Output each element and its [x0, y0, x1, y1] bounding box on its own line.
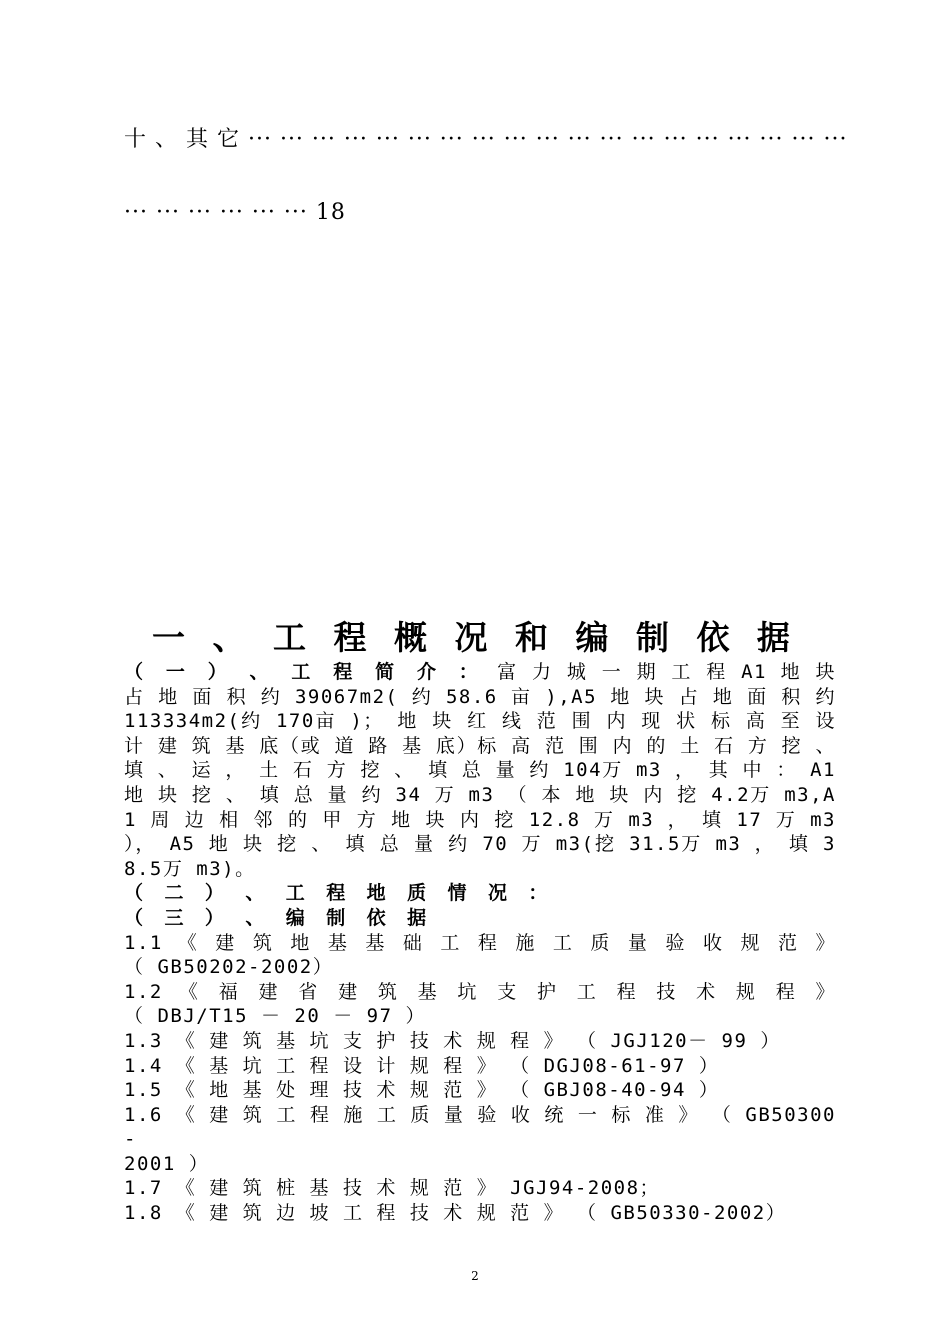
- project-intro-paragraph: [124, 660, 836, 881]
- reference-item: （ DBJ/T15 － 20 － 97 ）: [124, 1005, 426, 1028]
- page-number: 2: [471, 1269, 479, 1283]
- reference-item: 1.1 《 建 筑 地 基 基 础 工 程 施 工 质 量 验 收 规 范 》: [124, 931, 836, 954]
- toc-entry-other-page: ··· ··· ··· ··· ··· ··· 18: [124, 200, 346, 225]
- section-body: [124, 660, 836, 1226]
- basis-heading: （ 三 ） 、 编 制 依 据: [124, 906, 432, 929]
- reference-item: 1.2 《 福 建 省 建 筑 基 坑 支 护 工 程 技 术 规 程 》: [124, 980, 836, 1003]
- reference-item: 1.3 《 建 筑 基 坑 支 护 技 术 规 程 》 （ JGJ120－ 99 ）: [124, 1029, 781, 1052]
- project-intro-heading: （ 一 ） 、 工 程 简 介 ：: [124, 661, 484, 683]
- toc-entry-other: 十 、 其 它 ··· ··· ··· ··· ··· ··· ··· ··· ··· ··· ··· ··· ··· ··· ··· ··· ··· ··· ···: [124, 127, 848, 152]
- reference-item: 1.5 《 地 基 处 理 技 术 规 范 》 （ GBJ08-40-94 ）: [124, 1079, 720, 1102]
- reference-item: 1.7 《 建 筑 桩 基 技 术 规 范 》 JGJ94-2008；: [124, 1177, 661, 1200]
- section-title: 一 、 工 程 概 况 和 编 制 依 据: [152, 618, 798, 657]
- reference-item: （ GB50202-2002）: [124, 956, 334, 979]
- geology-heading: （ 二 ） 、 工 程 地 质 情 况 ：: [124, 882, 553, 905]
- project-intro-text: 富 力 城 一 期 工 程 A1 地 块 占 地 面 积 约 39067m2( 约 58.6 亩 ),A5 地 块 占 地 面 积 约 113334m2(约 170亩 )； 地 块 红 线 范 围 内 现 状 标 高 至 设 计 建 筑 基 底（或 道 路 基 底）标 高 范 围 内 的 土 石 方 挖 、 填 、 运 ， 土 石 方 挖 、 填 总 量 约 104万 m3 ， 其 中 ： A1 地 块 挖 、 填 总 量 约 34 万 m3 （ 本 地 块 内 挖 4.2万 m3,A1 周 边 相 邻 的 甲 方 地 块 内 挖 12.8 万 m3 ， 填 17 万 m3 ）， A5 地 块 挖 、 填 总 量 约 70 万 m3(挖 31.5万 m3 ， 填 38.5万 m3)。: [124, 661, 836, 880]
- reference-item: 1.6 《 建 筑 工 程 施 工 质 量 验 收 统 一 标 准 》 （ GB50300-: [124, 1103, 836, 1151]
- reference-item: 2001 ）: [124, 1152, 210, 1175]
- reference-item: 1.4 《 基 坑 工 程 设 计 规 程 》 （ DGJ08-61-97 ）: [124, 1054, 720, 1077]
- reference-item: 1.8 《 建 筑 边 坡 工 程 技 术 规 范 》 （ GB50330-2002）: [124, 1202, 787, 1225]
